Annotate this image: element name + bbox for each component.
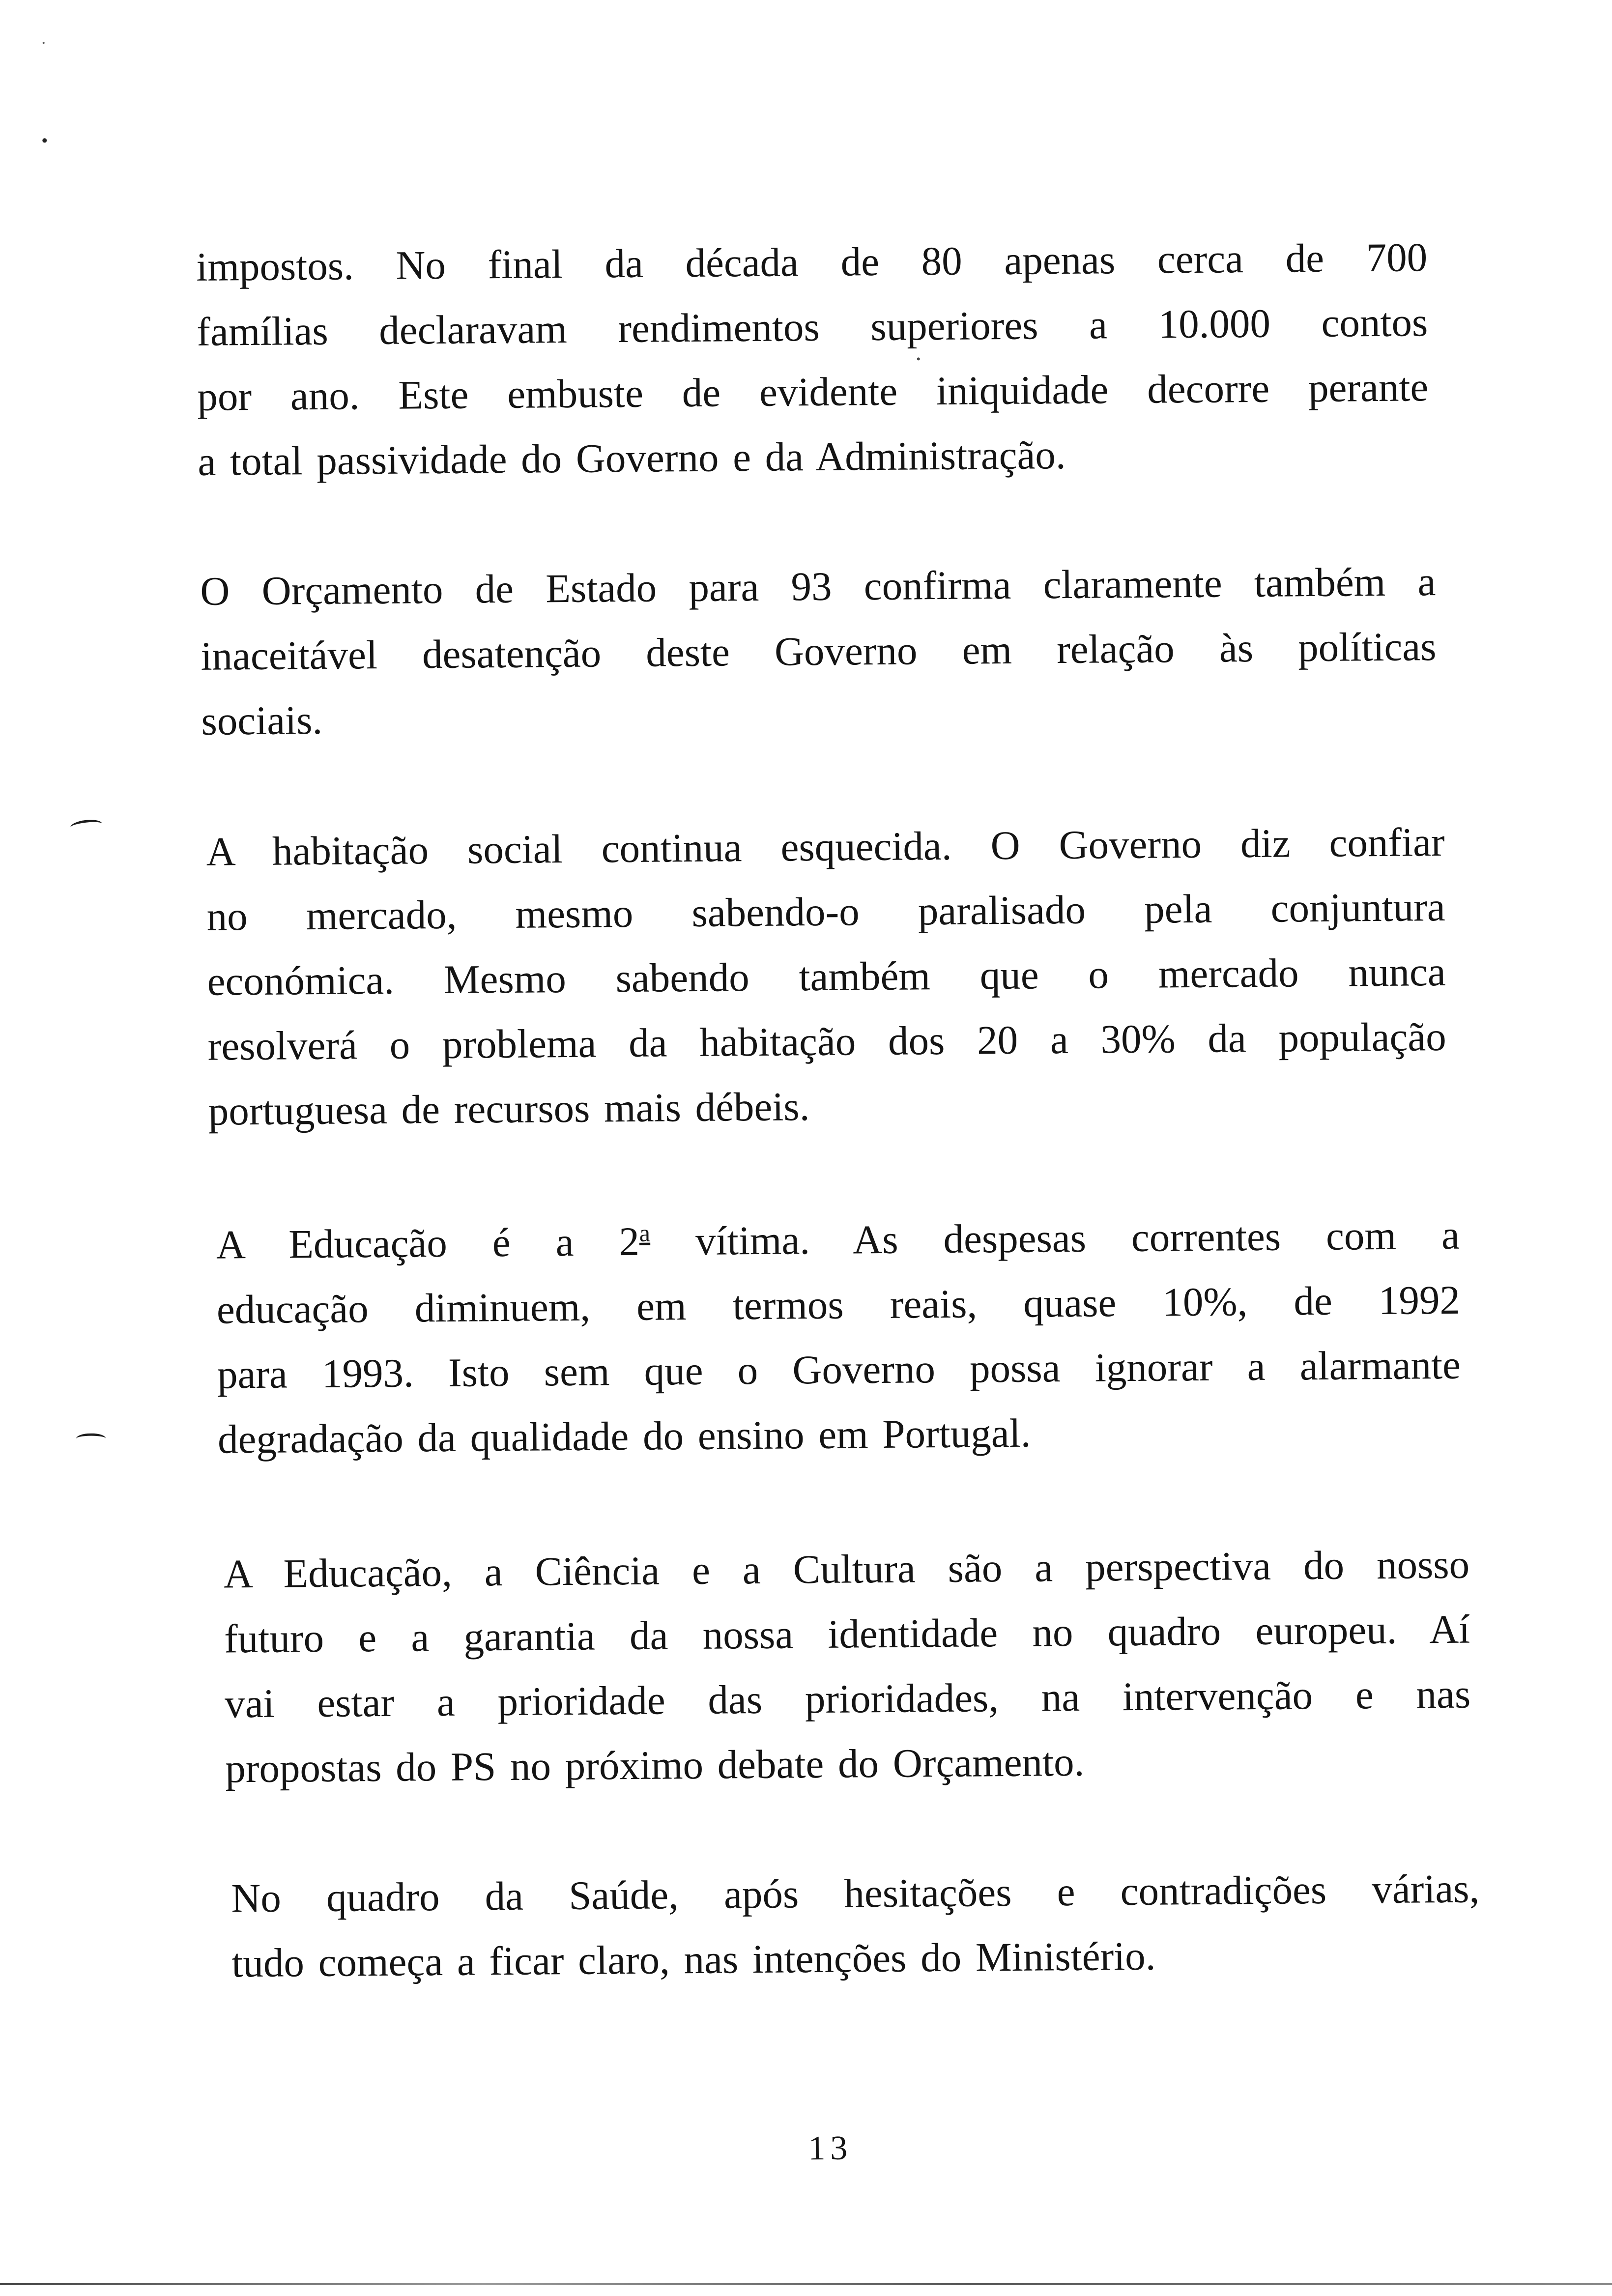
paragraph-habitacao	[206, 809, 1447, 1144]
text-line: impostos. No final da década de 80 apenas cerca de 700	[196, 234, 1428, 289]
text-line: portuguesa de recursos mais débeis.	[208, 1084, 810, 1134]
text-line: O Orçamento de Estado para 93 confirma claramente também a	[200, 559, 1436, 614]
text-line: famílias declaravam rendimentos superiores a 10.000 contos	[196, 299, 1428, 354]
paragraph-ciencia-cultura	[224, 1532, 1471, 1801]
margin-mark	[70, 818, 103, 833]
paragraph-saude	[231, 1856, 1480, 1995]
text-line: a total passividade do Governo e da Administração.	[198, 431, 1066, 484]
text-line: resolverá o problema da habitação dos 20 a 30% da população	[207, 1013, 1447, 1069]
text-fragment: vítima. As despesas correntes com a	[650, 1212, 1460, 1264]
text-line: vai estar a prioridade das prioridades, na intervenção e nas	[224, 1671, 1471, 1726]
text-line: tudo começa a ficar claro, nas intenções do Ministério.	[231, 1933, 1156, 1986]
text-line: para 1993. Isto sem que o Governo possa ignorar a alarmante	[217, 1342, 1461, 1397]
text-line: A Educação, a Ciência e a Cultura são a perspectiva do nosso	[223, 1541, 1470, 1597]
text-line: educação diminuem, em termos reais, quase 10%, de 1992	[216, 1277, 1461, 1332]
text-line: degradação da qualidade do ensino em Portugal.	[217, 1410, 1031, 1462]
margin-mark	[76, 1433, 106, 1443]
scan-speck	[43, 42, 45, 44]
text-line: sociais.	[201, 697, 323, 744]
text-line	[216, 1203, 1460, 1277]
scan-edge-line	[0, 2283, 1612, 2285]
text-line: futuro e a garantia da nossa identidade no quadro europeu. Aí	[224, 1606, 1470, 1662]
paragraph-educacao	[216, 1203, 1461, 1472]
paragraph-orcamento	[200, 549, 1437, 753]
text-line: por ano. Este embuste de evidente iniquidade decorre perante	[197, 364, 1429, 419]
paragraph-impostos	[196, 225, 1429, 494]
ordinal-superscript: a	[639, 1219, 651, 1247]
page-number: 13	[808, 2129, 853, 2168]
text-line: económica. Mesmo sabendo também que o mercado nunca	[207, 948, 1446, 1004]
scan-speck	[42, 138, 47, 143]
text-line: No quadro da Saúde, após hesitações e contradições várias,	[230, 1866, 1480, 1921]
text-line: A habitação social continua esquecida. O Governo diz confiar	[206, 819, 1445, 874]
text-line: no mercado, mesmo sabendo-o paralisado pela conjuntura	[206, 884, 1445, 939]
text-line: propostas do PS no próximo debate do Orçamento.	[225, 1739, 1085, 1791]
text-fragment: A Educação é a 2	[216, 1218, 640, 1267]
text-line: inaceitável desatenção deste Governo em relação às políticas	[201, 624, 1437, 679]
